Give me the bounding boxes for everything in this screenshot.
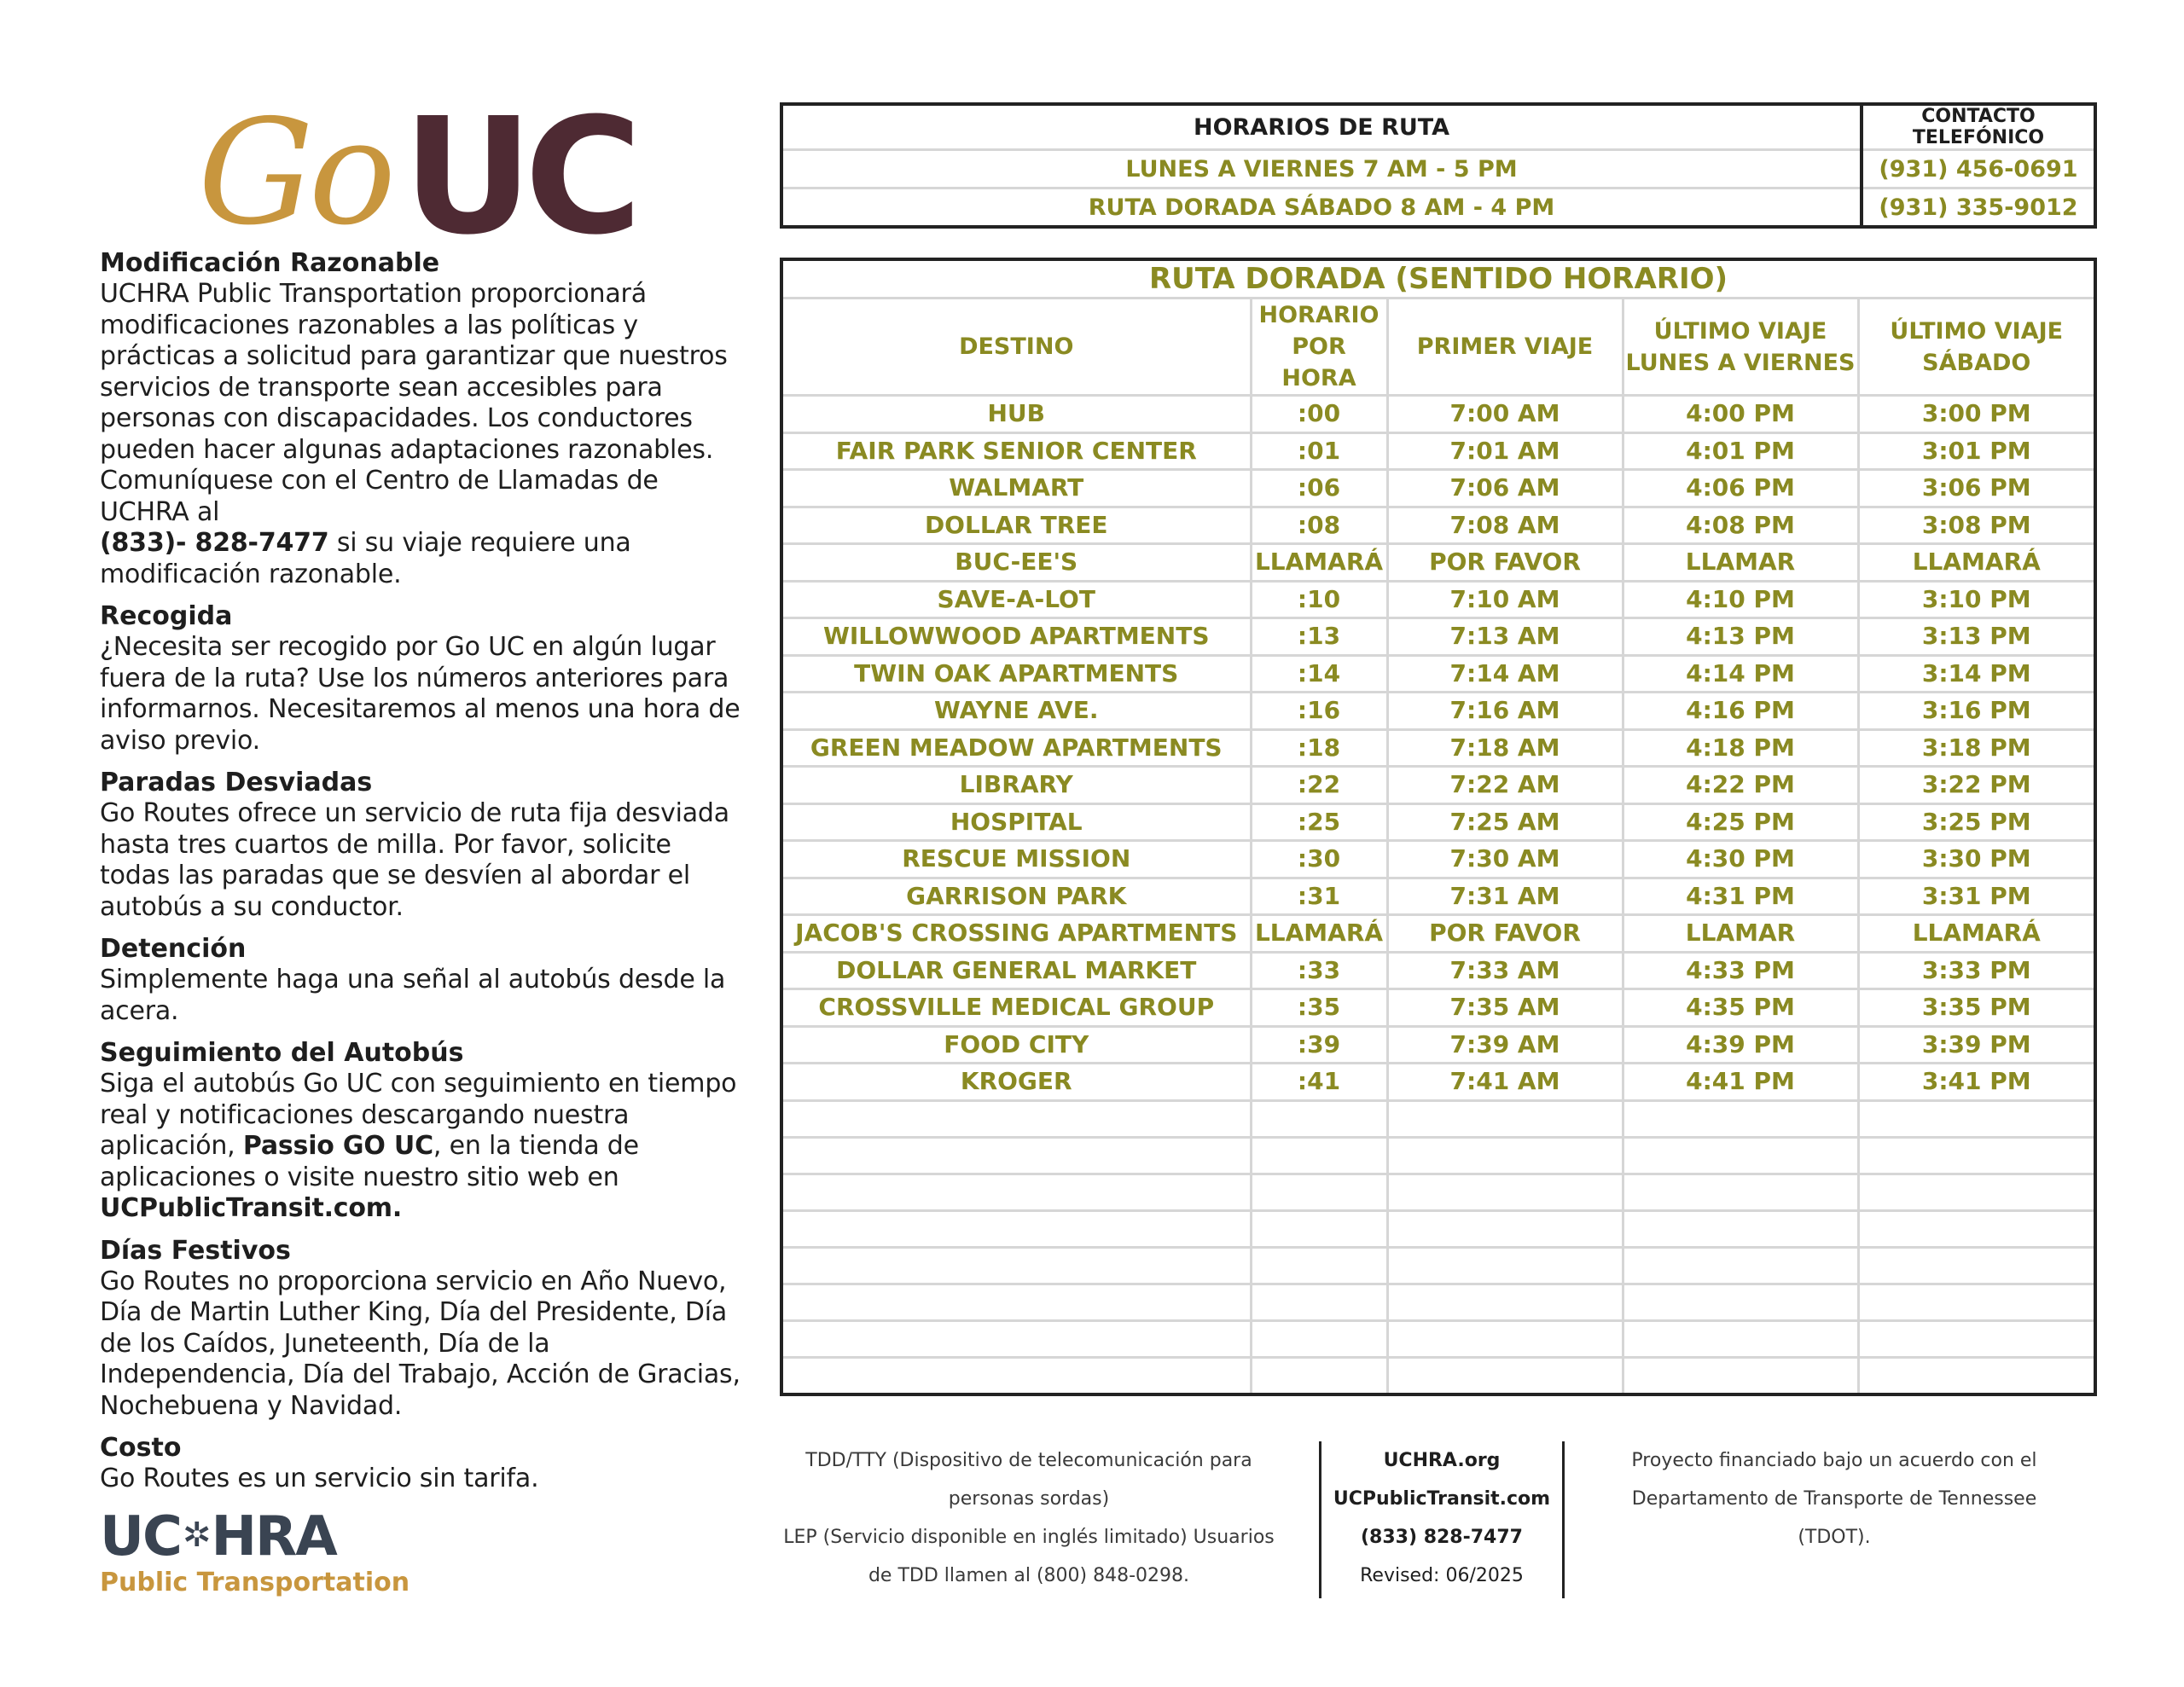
- cell-destination: FAIR PARK SENIOR CENTER: [781, 432, 1251, 470]
- empty-cell: [1858, 1174, 2095, 1210]
- empty-cell: [781, 1247, 1251, 1284]
- empty-cell: [1858, 1320, 2095, 1357]
- empty-cell: [1387, 1210, 1623, 1247]
- cell-destination: RESCUE MISSION: [781, 841, 1251, 878]
- cell-destination: HUB: [781, 396, 1251, 433]
- cell-last-weekday: 4:22 PM: [1623, 767, 1858, 804]
- cell-first-trip: 7:35 AM: [1387, 989, 1623, 1027]
- empty-cell: [1251, 1210, 1387, 1247]
- empty-cell: [781, 1284, 1251, 1320]
- col-last-weekday: ÚLTIMO VIAJE LUNES A VIERNES: [1623, 299, 1858, 396]
- cell-last-weekday: 4:10 PM: [1623, 581, 1858, 618]
- table-row: [781, 878, 2095, 915]
- empty-cell: [1387, 1137, 1623, 1174]
- cell-hourly: :33: [1251, 952, 1387, 989]
- cell-first-trip: 7:41 AM: [1387, 1064, 1623, 1101]
- empty-cell: [781, 1174, 1251, 1210]
- cell-last-weekday: LLAMAR: [1623, 544, 1858, 582]
- cell-last-saturday: 3:01 PM: [1858, 432, 2095, 470]
- cell-destination: GREEN MEADOW APARTMENTS: [781, 729, 1251, 767]
- cell-first-trip: 7:08 AM: [1387, 507, 1623, 544]
- section-reasonable-modification: [100, 247, 748, 590]
- route-hours-table: [780, 102, 2097, 229]
- empty-cell: [1858, 1100, 2095, 1137]
- cell-first-trip: 7:06 AM: [1387, 470, 1623, 507]
- empty-cell: [1387, 1174, 1623, 1210]
- table-row: [781, 915, 2095, 953]
- table-row: [781, 729, 2095, 767]
- empty-row: [781, 1284, 2095, 1320]
- cell-first-trip: 7:14 AM: [1387, 655, 1623, 693]
- footer-funding: Proyecto financiado bajo un acuerdo con el Departamento de Transporte de Tennessee (TDOT).: [1631, 1450, 2037, 1548]
- cell-last-weekday: 4:00 PM: [1623, 396, 1858, 433]
- table-row: [781, 507, 2095, 544]
- table-row: [781, 803, 2095, 841]
- cell-last-saturday: 3:14 PM: [1858, 655, 2095, 693]
- empty-cell: [781, 1357, 1251, 1394]
- cell-last-weekday: 4:18 PM: [1623, 729, 1858, 767]
- cell-last-saturday: 3:10 PM: [1858, 581, 2095, 618]
- cell-last-saturday: LLAMARÁ: [1858, 915, 2095, 953]
- cell-hourly: :25: [1251, 803, 1387, 841]
- cell-hourly: :22: [1251, 767, 1387, 804]
- table-row: [781, 1026, 2095, 1064]
- cell-hourly: :01: [1251, 432, 1387, 470]
- transit-site-link[interactable]: UCPublicTransit.com: [1333, 1488, 1551, 1510]
- uchra-logo-subtitle: Public Transportation: [100, 1568, 410, 1597]
- empty-cell: [1387, 1357, 1623, 1394]
- empty-cell: [1858, 1247, 2095, 1284]
- empty-cell: [1251, 1174, 1387, 1210]
- cell-last-saturday: 3:18 PM: [1858, 729, 2095, 767]
- empty-cell: [1251, 1100, 1387, 1137]
- cell-destination: TWIN OAK APARTMENTS: [781, 655, 1251, 693]
- empty-cell: [1251, 1320, 1387, 1357]
- cell-last-saturday: 3:08 PM: [1858, 507, 2095, 544]
- column-headers: [781, 299, 2095, 396]
- cell-last-saturday: 3:25 PM: [1858, 803, 2095, 841]
- logo-uc-text: UC: [403, 84, 634, 270]
- col-last-saturday: ÚLTIMO VIAJE SÁBADO: [1858, 299, 2095, 396]
- cell-last-saturday: 3:41 PM: [1858, 1064, 2095, 1101]
- table-row: [781, 767, 2095, 804]
- star-icon: ✲: [182, 1516, 210, 1555]
- cell-hourly: :30: [1251, 841, 1387, 878]
- col-first-trip: PRIMER VIAJE: [1387, 299, 1623, 396]
- cell-first-trip: 7:22 AM: [1387, 767, 1623, 804]
- empty-cell: [1858, 1357, 2095, 1394]
- cell-hourly: :13: [1251, 618, 1387, 656]
- section-text: UCHRA Public Transportation proporcionará modificaciones razonables a las políticas y prácticas a solicitud para garantizar que nuestros servicios de transporte sean accesibles para personas con discapacidades. Los conductores pueden hacer algunas adaptaciones razonables. Comuníquese con el Centro de Llamadas de UCHRA al (833)- 828-7477 si su viaje requiere una modificación razonable.: [100, 279, 728, 589]
- empty-cell: [1623, 1320, 1858, 1357]
- uchra-logo: [100, 1505, 410, 1600]
- cell-last-saturday: 3:30 PM: [1858, 841, 2095, 878]
- cell-hourly: :39: [1251, 1026, 1387, 1064]
- empty-cell: [1387, 1284, 1623, 1320]
- empty-cell: [1623, 1247, 1858, 1284]
- empty-cell: [1858, 1284, 2095, 1320]
- empty-cell: [781, 1320, 1251, 1357]
- cell-destination: SAVE-A-LOT: [781, 581, 1251, 618]
- cell-first-trip: 7:25 AM: [1387, 803, 1623, 841]
- empty-cell: [1623, 1174, 1858, 1210]
- cell-last-weekday: 4:14 PM: [1623, 655, 1858, 693]
- cell-hourly: :08: [1251, 507, 1387, 544]
- cell-last-weekday: LLAMAR: [1623, 915, 1858, 953]
- section-title: Días Festivos: [100, 1235, 291, 1266]
- section-title: Costo: [100, 1433, 182, 1463]
- cell-destination: DOLLAR TREE: [781, 507, 1251, 544]
- empty-row: [781, 1247, 2095, 1284]
- empty-cell: [1623, 1100, 1858, 1137]
- cell-last-weekday: 4:06 PM: [1623, 470, 1858, 507]
- cell-last-weekday: 4:01 PM: [1623, 432, 1858, 470]
- cell-last-saturday: LLAMARÁ: [1858, 544, 2095, 582]
- section-text: Go Routes es un servicio sin tarifa.: [100, 1464, 539, 1493]
- info-column: [100, 247, 748, 1505]
- section-stopping: [100, 933, 748, 1027]
- cell-first-trip: 7:10 AM: [1387, 581, 1623, 618]
- col-hourly: HORARIO POR HORA: [1251, 299, 1387, 396]
- empty-cell: [1251, 1284, 1387, 1320]
- empty-cell: [1623, 1210, 1858, 1247]
- empty-cell: [1251, 1357, 1387, 1394]
- table-row: [781, 432, 2095, 470]
- empty-cell: [781, 1137, 1251, 1174]
- empty-cell: [1858, 1137, 2095, 1174]
- table-row: [781, 581, 2095, 618]
- cell-destination: HOSPITAL: [781, 803, 1251, 841]
- cell-last-saturday: 3:16 PM: [1858, 693, 2095, 730]
- cell-hourly: :06: [1251, 470, 1387, 507]
- cell-first-trip: 7:30 AM: [1387, 841, 1623, 878]
- cell-destination: KROGER: [781, 1064, 1251, 1101]
- section-text: Simplemente haga una señal al autobús desde la acera.: [100, 965, 726, 1026]
- cell-hourly: :35: [1251, 989, 1387, 1027]
- cell-first-trip: 7:16 AM: [1387, 693, 1623, 730]
- cell-hourly: LLAMARÁ: [1251, 915, 1387, 953]
- footer-tdd-info: TDD/TTY (Dispositivo de telecomunicación para personas sordas) LEP (Servicio disponible en inglés limitado) Usuarios de TDD llamen al (800) 848-0298.: [783, 1450, 1275, 1586]
- section-text: ¿Necesita ser recogido por Go UC en algún lugar fuera de la ruta? Use los números anteriores para informarnos. Necesitaremos al menos una hora de aviso previo.: [100, 632, 741, 756]
- empty-cell: [1387, 1247, 1623, 1284]
- section-deviated-stops: [100, 767, 748, 923]
- table-row: [781, 693, 2095, 730]
- cell-hourly: :18: [1251, 729, 1387, 767]
- section-holidays: [100, 1235, 748, 1423]
- cell-hourly: LLAMARÁ: [1251, 544, 1387, 582]
- cell-destination: WALMART: [781, 470, 1251, 507]
- cell-last-saturday: 3:39 PM: [1858, 1026, 2095, 1064]
- section-text: Go Routes no proporciona servicio en Año Nuevo, Día de Martin Luther King, Día del Presidente, Día de los Caídos, Juneteenth, Día de la Independencia, Día del Trabajo, Acción de Gracias, Nochebuena y Navidad.: [100, 1266, 741, 1421]
- cell-hourly: :16: [1251, 693, 1387, 730]
- empty-row: [781, 1357, 2095, 1394]
- cell-destination: LIBRARY: [781, 767, 1251, 804]
- footer-phone: (833) 828-7477: [1361, 1527, 1523, 1548]
- table-row: [781, 396, 2095, 433]
- route-schedule-table: [780, 258, 2097, 1396]
- section-cost: [100, 1432, 748, 1495]
- section-text: Go Routes ofrece un servicio de ruta fija desviada hasta tres cuartos de milla. Por favor, solicite todas las paradas que se desvíen al abordar el autobús a su conductor.: [100, 798, 729, 922]
- section-title: Recogida: [100, 601, 233, 631]
- section-title: Paradas Desviadas: [100, 768, 373, 797]
- section-title: Modificación Razonable: [100, 248, 440, 278]
- cell-last-weekday: 4:25 PM: [1623, 803, 1858, 841]
- section-title: Detención: [100, 934, 247, 964]
- cell-last-saturday: 3:22 PM: [1858, 767, 2095, 804]
- hours-header: HORARIOS DE RUTA: [781, 104, 1862, 150]
- empty-cell: [1623, 1357, 1858, 1394]
- call-center-phone: (833)- 828-7477: [100, 528, 329, 558]
- saturday-phone: (931) 335-9012: [1862, 188, 2095, 228]
- saturday-hours: RUTA DORADA SÁBADO 8 AM - 4 PM: [781, 188, 1862, 228]
- cell-hourly: :14: [1251, 655, 1387, 693]
- cell-destination: DOLLAR GENERAL MARKET: [781, 952, 1251, 989]
- cell-last-weekday: 4:30 PM: [1623, 841, 1858, 878]
- empty-cell: [1387, 1320, 1623, 1357]
- cell-first-trip: 7:00 AM: [1387, 396, 1623, 433]
- cell-destination: GARRISON PARK: [781, 878, 1251, 915]
- table-row: [781, 544, 2095, 582]
- cell-last-saturday: 3:00 PM: [1858, 396, 2095, 433]
- cell-hourly: :41: [1251, 1064, 1387, 1101]
- cell-last-saturday: 3:06 PM: [1858, 470, 2095, 507]
- cell-destination: WAYNE AVE.: [781, 693, 1251, 730]
- footer-divider: [1319, 1441, 1321, 1598]
- cell-first-trip: 7:39 AM: [1387, 1026, 1623, 1064]
- cell-hourly: :00: [1251, 396, 1387, 433]
- cell-last-weekday: 4:33 PM: [1623, 952, 1858, 989]
- weekday-hours: LUNES A VIERNES 7 AM - 5 PM: [781, 150, 1862, 188]
- empty-row: [781, 1137, 2095, 1174]
- uchra-logo-left: UC: [100, 1505, 181, 1568]
- section-pickup: [100, 600, 748, 757]
- cell-first-trip: 7:13 AM: [1387, 618, 1623, 656]
- empty-cell: [781, 1100, 1251, 1137]
- logo-go-text: Go: [198, 89, 392, 258]
- empty-row: [781, 1210, 2095, 1247]
- cell-last-saturday: 3:31 PM: [1858, 878, 2095, 915]
- cell-first-trip: 7:31 AM: [1387, 878, 1623, 915]
- cell-hourly: :31: [1251, 878, 1387, 915]
- table-row: [781, 618, 2095, 656]
- footer-contact: [1322, 1441, 1561, 1595]
- table-row: [781, 470, 2095, 507]
- app-name: Passio GO UC: [242, 1131, 433, 1161]
- contact-header: CONTACTO TELEFÓNICO: [1862, 104, 2095, 150]
- empty-cell: [1858, 1210, 2095, 1247]
- uchra-site-link[interactable]: UCHRA.org: [1383, 1450, 1501, 1471]
- cell-last-saturday: 3:13 PM: [1858, 618, 2095, 656]
- empty-row: [781, 1174, 2095, 1210]
- section-title: Seguimiento del Autobús: [100, 1038, 464, 1068]
- empty-row: [781, 1100, 2095, 1137]
- cell-last-weekday: 4:41 PM: [1623, 1064, 1858, 1101]
- cell-first-trip: 7:18 AM: [1387, 729, 1623, 767]
- cell-last-weekday: 4:31 PM: [1623, 878, 1858, 915]
- cell-destination: BUC-EE'S: [781, 544, 1251, 582]
- table-row: [781, 841, 2095, 878]
- table-row: [781, 655, 2095, 693]
- cell-last-saturday: 3:33 PM: [1858, 952, 2095, 989]
- cell-last-saturday: 3:35 PM: [1858, 989, 2095, 1027]
- cell-destination: FOOD CITY: [781, 1026, 1251, 1064]
- section-text: Siga el autobús Go UC con seguimiento en tiempo real y notificaciones descargando nuestra aplicación, Passio GO UC, en la tienda de aplicaciones o visite nuestro sitio web en UCPublicTransit.com.: [100, 1069, 737, 1223]
- website-link[interactable]: UCPublicTransit.com.: [100, 1193, 403, 1223]
- footer-divider: [1562, 1441, 1565, 1598]
- cell-hourly: :10: [1251, 581, 1387, 618]
- empty-cell: [1387, 1100, 1623, 1137]
- revised-date: Revised: 06/2025: [1360, 1565, 1524, 1586]
- cell-first-trip: POR FAVOR: [1387, 544, 1623, 582]
- section-bus-tracking: [100, 1037, 748, 1225]
- uchra-logo-right: HRA: [211, 1505, 336, 1568]
- cell-first-trip: 7:01 AM: [1387, 432, 1623, 470]
- empty-cell: [1251, 1137, 1387, 1174]
- cell-last-weekday: 4:13 PM: [1623, 618, 1858, 656]
- cell-destination: JACOB'S CROSSING APARTMENTS: [781, 915, 1251, 953]
- table-row: [781, 952, 2095, 989]
- empty-cell: [1623, 1284, 1858, 1320]
- table-row: [781, 1064, 2095, 1101]
- cell-last-weekday: 4:39 PM: [1623, 1026, 1858, 1064]
- cell-first-trip: 7:33 AM: [1387, 952, 1623, 989]
- empty-row: [781, 1320, 2095, 1357]
- cell-first-trip: POR FAVOR: [1387, 915, 1623, 953]
- cell-last-weekday: 4:08 PM: [1623, 507, 1858, 544]
- empty-cell: [1623, 1137, 1858, 1174]
- cell-destination: WILLOWWOOD APARTMENTS: [781, 618, 1251, 656]
- cell-last-weekday: 4:16 PM: [1623, 693, 1858, 730]
- table-row: [781, 989, 2095, 1027]
- empty-cell: [781, 1210, 1251, 1247]
- cell-last-weekday: 4:35 PM: [1623, 989, 1858, 1027]
- col-destination: DESTINO: [781, 299, 1251, 396]
- route-title: RUTA DORADA (SENTIDO HORARIO): [781, 259, 2095, 299]
- empty-cell: [1251, 1247, 1387, 1284]
- weekday-phone: (931) 456-0691: [1862, 150, 2095, 188]
- cell-destination: CROSSVILLE MEDICAL GROUP: [781, 989, 1251, 1027]
